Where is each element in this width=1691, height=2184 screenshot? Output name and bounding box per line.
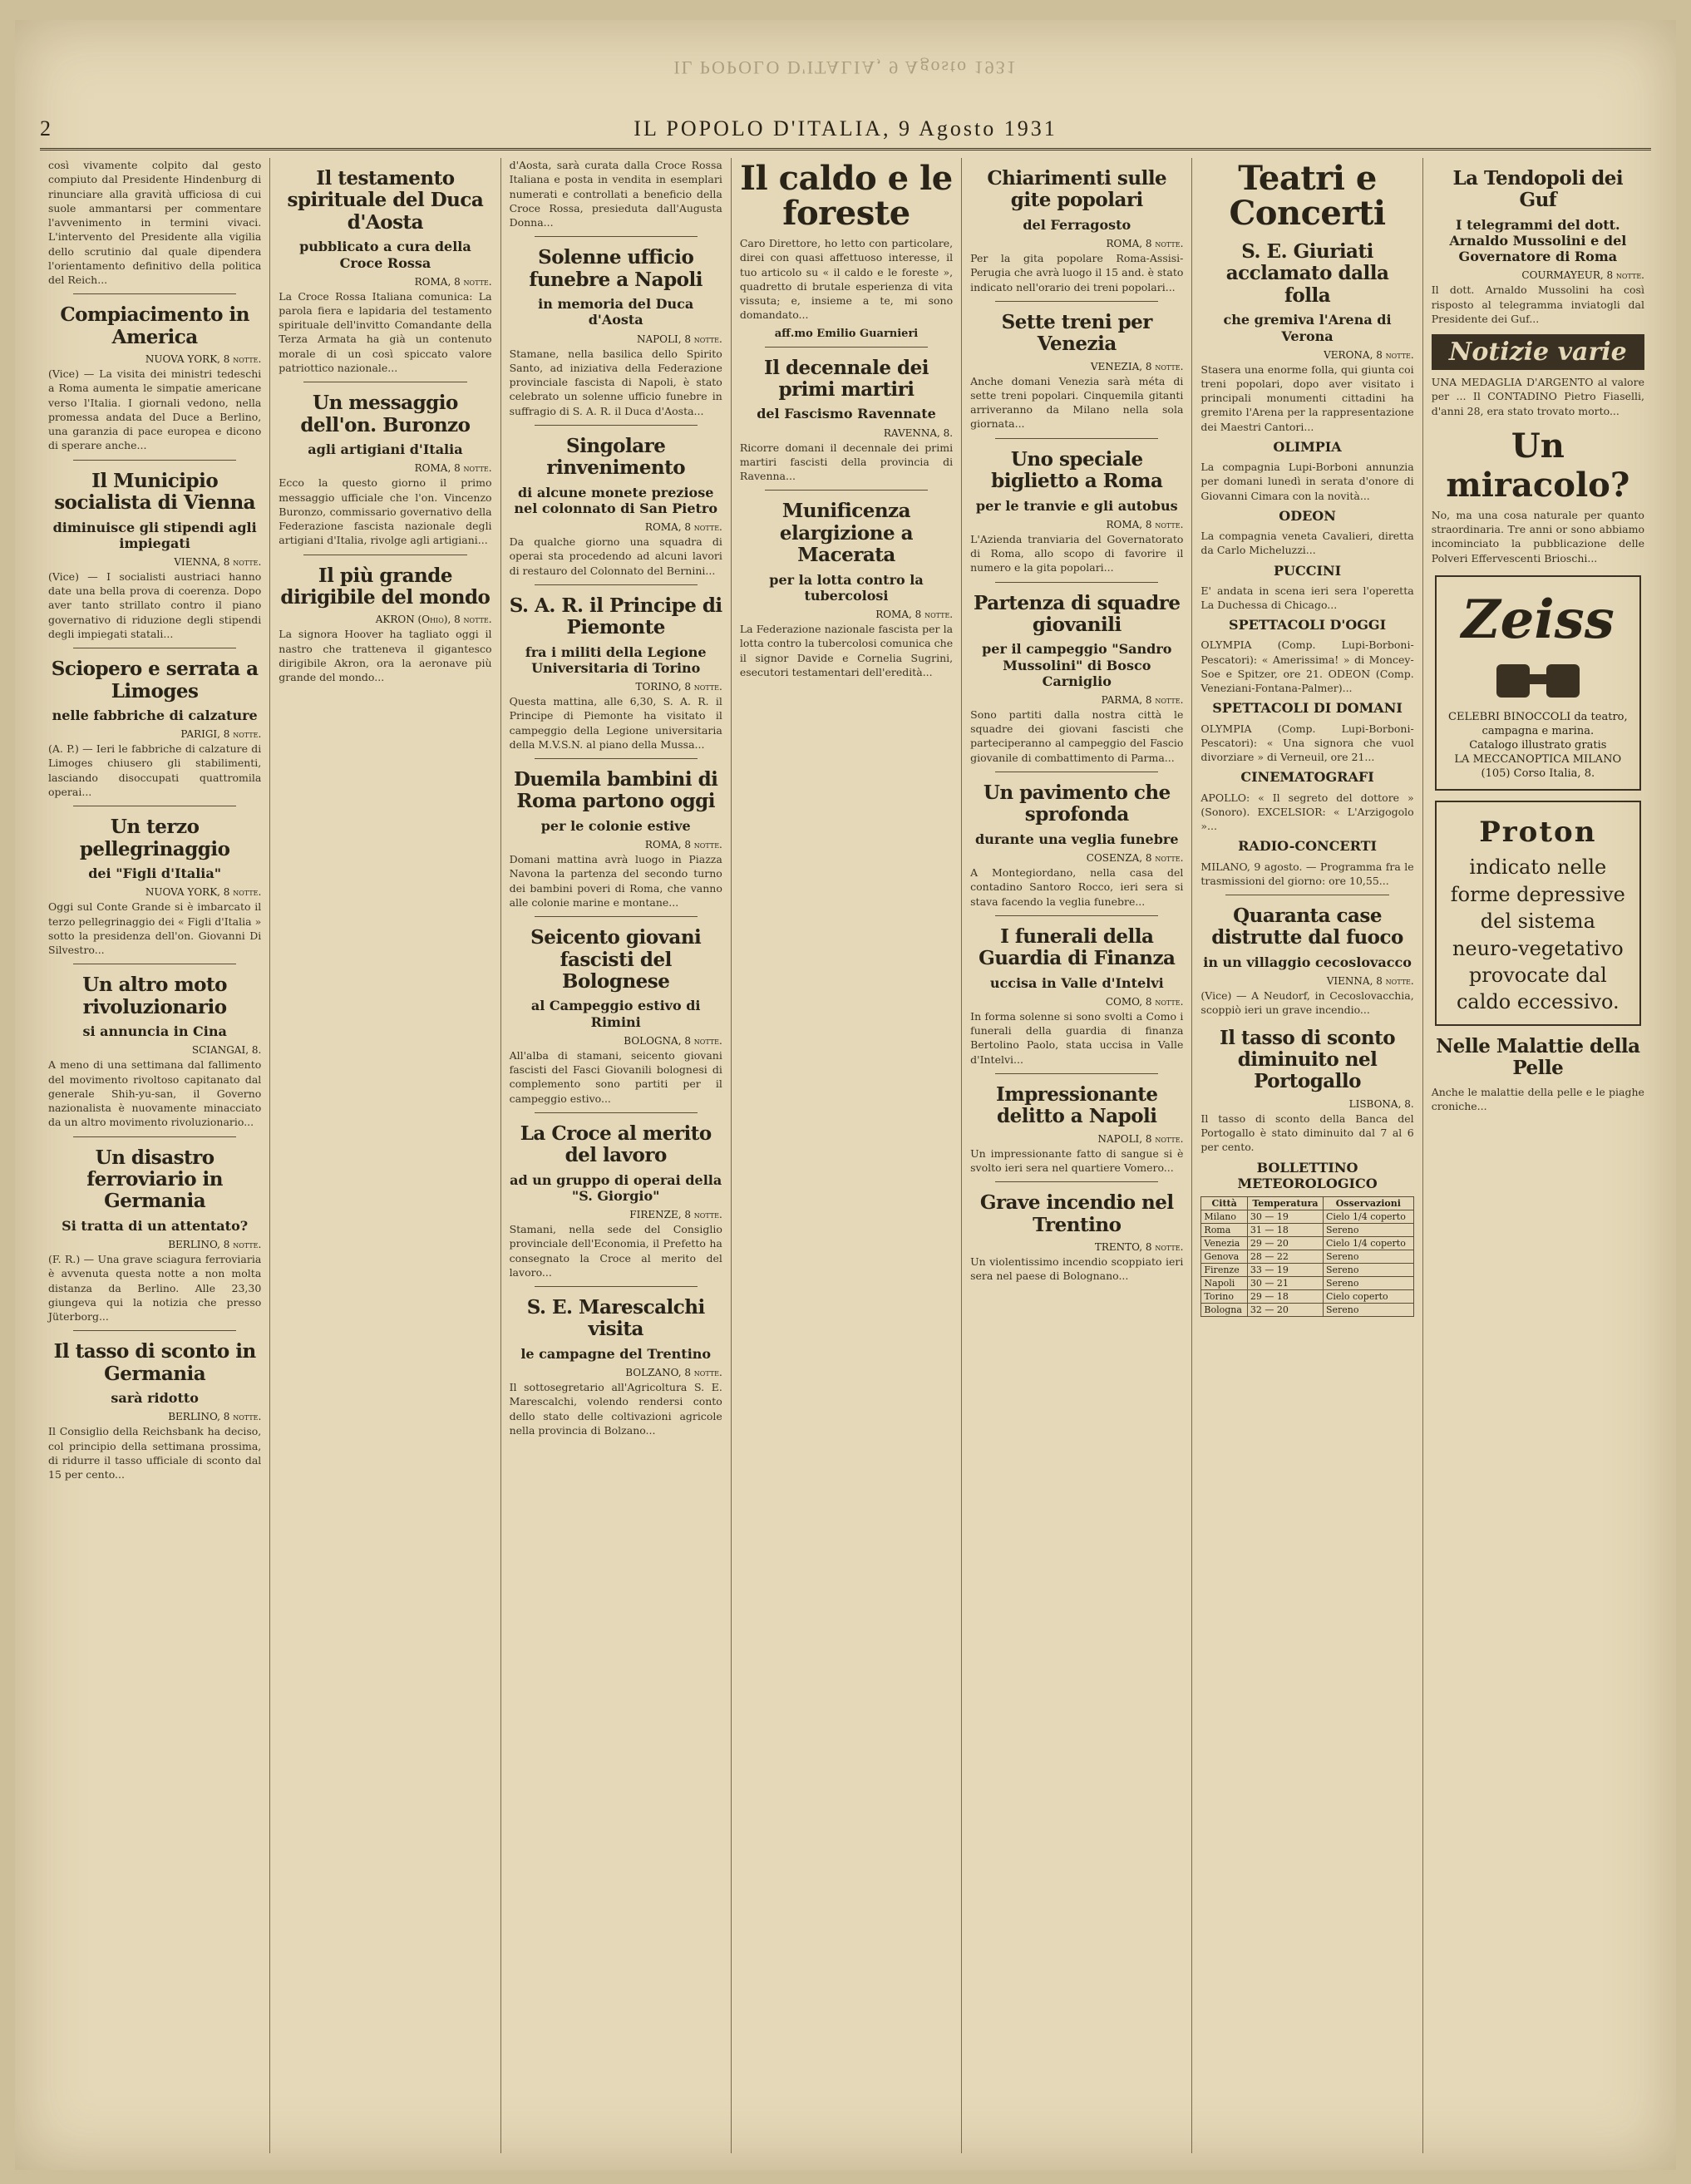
- article-dateline: COURMAYEUR, 8 notte.: [1521, 269, 1644, 282]
- article-title: Il testamento spirituale del Duca d'Aosta: [287, 167, 484, 234]
- article-title: Il caldo e le foreste: [740, 159, 953, 233]
- listing-header: SPETTACOLI D'OGGI: [1229, 617, 1387, 634]
- article-dateline: COSENZA, 8 notte.: [1086, 852, 1184, 864]
- article-body: APOLLO: « Il segreto del dottore » (Sonoro). EXCELSIOR: « L'Arzigogolo »...: [1200, 791, 1414, 833]
- article-body: A Montegiordano, nella casa del contadino Santoro Rocco, ieri sera si stava facendo la veglia funebre...: [970, 866, 1184, 908]
- article-dateline: ROMA, 8 notte.: [414, 275, 492, 288]
- article-dateline: NUOVA YORK, 8 notte.: [145, 886, 262, 899]
- article-title: Il tasso di sconto in Germania: [53, 1340, 256, 1385]
- article-body: Domani mattina avrà luogo in Piazza Navona la partenza del secondo turno dei bambini poveri di Roma, che vanno alle colonie marine e montane...: [509, 853, 722, 909]
- article-body: (Vice) — La visita dei ministri tedeschi a Roma aumenta le simpatie americane verso l'Italia. I giornali vedono, nella promessa andata del Duce a Berlino, una garanzia di pace europea e dicono di sperare anche...: [48, 367, 262, 452]
- article-body: L'Azienda tranviaria del Governatorato di Roma, allo scopo di favorire il numero e la gita popolari...: [970, 532, 1184, 574]
- article-dateline: VENEZIA, 8 notte.: [1090, 360, 1184, 372]
- article-body: Oggi sul Conte Grande si è imbarcato il terzo pellegrinaggio dei « Figli d'Italia » sotto la presidenza dell'on. Giovanni Di Silvestro...: [48, 900, 262, 956]
- article-body: Da qualche giorno una squadra di operai sta procedendo ad alcuni lavori di restauro del Colonnato del Bernini...: [509, 535, 722, 577]
- divider: [535, 584, 698, 585]
- divider: [73, 1330, 236, 1331]
- meteo-city: Napoli: [1201, 1277, 1247, 1290]
- notizie-varie-banner: Notizie varie: [1432, 334, 1644, 370]
- listing-header: SPETTACOLI DI DOMANI: [1212, 700, 1403, 717]
- article-title: Partenza di squadre giovanili: [974, 591, 1181, 636]
- divider: [765, 490, 928, 491]
- article-title: Quaranta case distrutte dal fuoco: [1211, 905, 1403, 949]
- divider: [535, 425, 698, 426]
- article-body: In forma solenne si sono svolti a Como i funerali della guardia di finanza Bertolino Paolo, stata uccisa in Valle d'Intelvi...: [970, 1009, 1184, 1066]
- column-4: [732, 158, 962, 2153]
- article-subtitle: di alcune monete preziose nel colonnato di San Pietro: [514, 484, 718, 516]
- article-title: Impressionante delitto a Napoli: [996, 1082, 1158, 1128]
- article-subtitle: del Fascismo Ravennate: [757, 406, 936, 422]
- divider: [995, 915, 1158, 916]
- article-title: Sette treni per Venezia: [1001, 310, 1152, 356]
- article-body: MILANO, 9 agosto. — Programma fra le trasmissioni del giorno: ore 10,55...: [1200, 860, 1414, 887]
- divider: [535, 1112, 698, 1113]
- proton-ad: [1435, 801, 1641, 1025]
- meteo-notes: Cielo coperto: [1323, 1290, 1413, 1304]
- article-dateline: ROMA, 8 notte.: [414, 462, 492, 475]
- article-subtitle: nelle fabbriche di calzature: [52, 707, 258, 723]
- article-title: Grave incendio nel Trentino: [979, 1191, 1174, 1236]
- article-title: Il più grande dirigibile del mondo: [280, 564, 491, 609]
- article-dateline: PARIGI, 8 notte.: [180, 728, 262, 741]
- meteo-header: Città: [1201, 1197, 1247, 1210]
- meteo-city: Roma: [1201, 1224, 1247, 1237]
- article-title: La Croce al merito del lavoro: [520, 1122, 712, 1167]
- meteo-notes: Sereno: [1323, 1277, 1413, 1290]
- article-body: Sono partiti dalla nostra città le squadre dei giovani fascisti che parteciperanno al campeggio del Fascio giovanile di combattimento di Parma...: [970, 707, 1184, 764]
- listing-header: CINEMATOGRAFI: [1240, 769, 1374, 786]
- newspaper-page: [15, 20, 1676, 2170]
- table-row: [1201, 1237, 1413, 1250]
- zeiss-ad: [1435, 575, 1641, 791]
- divider: [995, 438, 1158, 439]
- article-title: Compiacimento in America: [60, 303, 249, 348]
- table-row: [1201, 1277, 1413, 1290]
- article-subtitle: ad un gruppo di operai della "S. Giorgio": [510, 1171, 722, 1204]
- article-dateline: ROMA, 8 notte.: [1106, 518, 1184, 530]
- article-title: Un altro moto rivoluzionario: [82, 974, 227, 1018]
- meteo-city: Bologna: [1201, 1304, 1247, 1317]
- meteo-notes: Cielo 1/4 coperto: [1323, 1210, 1413, 1224]
- divider: [535, 1286, 698, 1287]
- divider: [995, 301, 1158, 302]
- article-body: Caro Direttore, ho letto con particolare, direi con quasi affettuoso interesse, il tuo articolo su « il caldo e le foreste », quadretto di brutale esperienza di vita vissuta; e, insieme a te, mi sono domandato...: [739, 237, 954, 322]
- table-row: [1201, 1304, 1413, 1317]
- article-body: Per la gita popolare Roma-Assisi-Perugia che avrà luogo il 15 and. è stato indicato nell'orario dei treni popolari...: [970, 252, 1184, 293]
- article-body: Un impressionante fatto di sangue si è svolto ieri sera nel quartiere Vomero...: [970, 1146, 1184, 1174]
- article-title: I funerali della Guardia di Finanza: [979, 924, 1176, 970]
- article-subtitle: uccisa in Valle d'Intelvi: [989, 974, 1164, 991]
- article-dateline: VIENNA, 8 notte.: [1326, 975, 1414, 988]
- article-subtitle: per il campeggio "Sandro Mussolini" di Bosco Carniglio: [982, 641, 1172, 689]
- article-dateline: TORINO, 8 notte.: [635, 681, 722, 693]
- article-body: d'Aosta, sarà curata dalla Croce Rossa Italiana e posta in vendita in esemplari numerati e controllati a beneficio della Croce Rossa, presieduta dall'Augusta Donna...: [509, 159, 722, 229]
- meteo-title: BOLLETTINO METEOROLOGICO: [1237, 1159, 1378, 1191]
- article-body: Questa mattina, alle 6,30, S. A. R. il Principe di Piemonte ha visitato il campeggio della Legione universitaria della M.V.S.N. al piano della Mussa...: [509, 695, 722, 751]
- article-subtitle: per le colonie estive: [540, 817, 691, 834]
- article-subtitle: del Ferragosto: [1023, 216, 1131, 233]
- article-subtitle: I telegrammi del dott. Arnaldo Mussolini e del Governatore di Roma: [1449, 216, 1627, 265]
- article-subtitle: al Campeggio estivo di Rimini: [530, 998, 701, 1030]
- meteo-notes: Sereno: [1323, 1224, 1413, 1237]
- article-dateline: AKRON (Ohio), 8 notte.: [375, 614, 492, 626]
- article-dateline: NAPOLI, 8 notte.: [636, 333, 722, 345]
- binoculars-icon: [1488, 656, 1588, 706]
- theatre-name: ODEON: [1279, 507, 1336, 524]
- column-3: [501, 158, 732, 2153]
- article-subtitle: durante una veglia funebre: [975, 831, 1179, 847]
- article-body: Stamani, nella sede del Consiglio provinciale dell'Economia, il Prefetto ha consegnato la Croce al merito del lavoro...: [509, 1223, 722, 1279]
- article-body: La Croce Rossa Italiana comunica: La parola fiera e lapidaria del testamento spirituale dell'invitto Comandante della Terza Armata ha già un contenuto morale di un così spiccato valore patriottico nazionale...: [279, 289, 492, 374]
- article-title: Uno speciale biglietto a Roma: [991, 447, 1163, 493]
- meteo-temp: 29 — 20: [1247, 1237, 1323, 1250]
- article-body: Un violentissimo incendio scoppiato ieri sera nel paese di Bolognano...: [970, 1255, 1184, 1283]
- column-5: [962, 158, 1192, 2153]
- divider: [73, 1136, 236, 1137]
- zeiss-price-note: Catalogo illustrato gratis: [1469, 738, 1607, 752]
- table-row: [1201, 1290, 1413, 1304]
- article-dateline: LISBONA, 8.: [1348, 1097, 1414, 1110]
- bleed-through-text: IL POPOLO D'ITALIA, 9 Agosto 1931: [673, 57, 1018, 78]
- article-body: Ricorre domani il decennale dei primi martiri fascisti della provincia di Ravenna...: [739, 441, 954, 483]
- article-body: Il sottosegretario all'Agricoltura S. E. Marescalchi, volendo rendersi conto dello stato delle coltivazioni agricole nella provincia di Bolzano...: [509, 1381, 722, 1437]
- column-1: [40, 158, 270, 2153]
- table-row: [1201, 1264, 1413, 1277]
- page-number: 2: [40, 116, 51, 141]
- article-title: Seicento giovani fascisti del Bolognese: [530, 926, 702, 993]
- article-body: (Vice) — I socialisti austriaci hanno date una bella prova di coerenza. Dopo aver tanto strillato contro il piano governativo di riduzione degli stipendi degli impiegati statali...: [48, 569, 262, 640]
- meteo-temp: 30 — 19: [1247, 1210, 1323, 1224]
- table-row: [1201, 1224, 1413, 1237]
- divider: [73, 460, 236, 461]
- zeiss-logo: Zeiss: [1461, 588, 1615, 651]
- article-body: (A. P.) — Ieri le fabbriche di calzature di Limoges chiusero gli stabilimenti, lasciando disoccupati quattromila operai...: [48, 742, 262, 798]
- article-body: Il Consiglio della Reichsbank ha deciso, col principio della settimana prossima, di ridurre il tasso ufficiale di sconto dal 15 per cento...: [48, 1425, 262, 1481]
- article-title: La Tendopoli dei Guf: [1452, 167, 1624, 212]
- article-subtitle: in memoria del Duca d'Aosta: [538, 296, 694, 328]
- article-title: Il Municipio socialista di Vienna: [54, 469, 256, 515]
- zeiss-tagline: CELEBRI BINOCCOLI da teatro, campagna e marina.: [1448, 710, 1628, 737]
- meteo-temp: 30 — 21: [1247, 1277, 1323, 1290]
- divider: [765, 347, 928, 348]
- section-title: Teatri e Concerti: [1229, 159, 1386, 233]
- meteo-table: [1200, 1196, 1413, 1317]
- article-dateline: COMO, 8 notte.: [1105, 995, 1184, 1008]
- divider: [535, 916, 698, 917]
- page-masthead: [40, 111, 1651, 150]
- ad-body: No, ma una cosa naturale per quanto straordinaria. Tre anni or sono abbiamo incominciato la pubblicazione delle Polveri Effervescenti Brioschi...: [1431, 508, 1644, 564]
- article-title: Chiarimenti sulle gite popolari: [987, 167, 1167, 212]
- divider: [995, 582, 1158, 583]
- article-dateline: BERLINO, 8 notte.: [168, 1239, 262, 1251]
- meteo-notes: Sereno: [1323, 1304, 1413, 1317]
- article-subtitle: che gremiva l'Arena di Verona: [1223, 312, 1392, 344]
- table-row: [1201, 1210, 1413, 1224]
- article-title: Duemila bambini di Roma partono oggi: [513, 768, 718, 813]
- article-body: Ecco la questo giorno il primo messaggio ufficiale che l'on. Vincenzo Buronzo, commissario governativo della Federazione fascista nazionale degli artigiani d'Italia, rivolge agli artigiani...: [279, 476, 492, 547]
- article-title: S. E. Marescalchi visita: [526, 1296, 705, 1341]
- article-subtitle: per la lotta contro la tubercolosi: [769, 571, 924, 604]
- meteo-city: Milano: [1201, 1210, 1247, 1224]
- article-dateline: FIRENZE, 8 notte.: [629, 1209, 722, 1220]
- meteo-city: Genova: [1201, 1250, 1247, 1264]
- article-title: Il decennale dei primi martiri: [763, 356, 929, 401]
- article-dateline: BOLZANO, 8 notte.: [625, 1367, 722, 1379]
- meteo-temp: 31 — 18: [1247, 1224, 1323, 1237]
- article-body: E' andata in scena ieri sera l'operetta La Duchessa di Chicago...: [1200, 584, 1414, 611]
- article-subtitle: per le tranvie e gli autobus: [975, 497, 1178, 514]
- theatre-name: OLIMPIA: [1273, 438, 1342, 455]
- meteo-temp: 29 — 18: [1247, 1290, 1323, 1304]
- article-dateline: ROMA, 8 notte.: [875, 609, 954, 620]
- meteo-city: Venezia: [1201, 1237, 1247, 1250]
- article-title: S. E. Giuriati acclamato dalla folla: [1225, 240, 1389, 307]
- zeiss-shop: LA MECCANOPTICA MILANO (105) Corso Italia, 8.: [1454, 752, 1622, 780]
- article-dateline: BERLINO, 8 notte.: [168, 1411, 262, 1423]
- article-title: Munificenza elargizione a Macerata: [779, 500, 914, 567]
- column-2: [270, 158, 500, 2153]
- divider: [535, 758, 698, 759]
- listing-header: RADIO-CONCERTI: [1238, 838, 1377, 855]
- article-dateline: VERONA, 8 notte.: [1324, 348, 1414, 361]
- article-signature: aff.mo Emilio Guarnieri: [774, 327, 919, 340]
- article-subtitle: le campagne del Trentino: [520, 1345, 712, 1362]
- article-body: La Federazione nazionale fascista per la lotta contro la tubercolosi comunica che il signor Davide e Cornelia Sugrini, esecutori testamentari dell'eredità...: [739, 623, 954, 678]
- article-body: UNA MEDAGLIA D'ARGENTO al valore per ... Il CONTADINO Pietro Fiaselli, d'anni 28, era stato trovato morto...: [1431, 376, 1644, 417]
- article-title: Singolare rinvenimento: [546, 434, 686, 480]
- article-subtitle: fra i militi della Legione Universitaria di Torino: [525, 643, 707, 676]
- article-subtitle: si annuncia in Cina: [82, 1023, 227, 1040]
- article-subtitle: Si tratta di un attentato?: [62, 1217, 249, 1234]
- article-body: OLYMPIA (Comp. Lupi-Borboni-Pescatori): « Amerissima! » di Moncey-Soe e Spitzer, ore 21. ODEON (Comp. Veneziani-Fontana-Palmer)...: [1200, 638, 1414, 695]
- article-body: Il tasso di sconto della Banca del Portogallo è stato diminuito dal 7 al 6 per cento.: [1200, 1112, 1414, 1154]
- article-title: Il tasso di sconto diminuito nel Portogallo: [1220, 1026, 1396, 1093]
- article-body: così vivamente colpito dal gesto compiuto dal Presidente Hindenburg di rinunciare alla gravità ufficiosa di cui suole ammantarsi per commentare l'avvenimento in termini vivaci. L'intervento del Presidente alla vigilia dello scrutinio dal quale dipendera l'orientamento definitivo della politica del Reich...: [48, 159, 262, 286]
- meteo-city: Firenze: [1201, 1264, 1247, 1277]
- article-body: Stasera una enorme folla, qui giunta coi treni popolari, dopo aver visitato i principali monumenti cittadini ha gremito l'Arena per la rappresentazione dei Maestri Cantori...: [1200, 362, 1414, 433]
- meteo-header: Temperatura: [1247, 1197, 1323, 1210]
- article-title: Un terzo pellegrinaggio: [79, 816, 230, 860]
- article-body: All'alba di stamani, seicento giovani fascisti del Fasci Giovanili bolognesi di complemento sono partiti per il campeggio estivo...: [509, 1048, 722, 1105]
- article-dateline: NUOVA YORK, 8 notte.: [145, 353, 262, 366]
- article-body: A meno di una settimana dal fallimento del movimento rivoltoso capitanato dal generale Shih-yu-san, il Governo nazionalista è nuovamente minacciato da un altro movimento rivoluzionario...: [48, 1058, 262, 1129]
- article-dateline: TRENTO, 8 notte.: [1094, 1241, 1184, 1254]
- divider: [995, 1181, 1158, 1182]
- article-dateline: RAVENNA, 8.: [883, 426, 954, 439]
- article-subtitle: dei "Figli d'Italia": [88, 865, 222, 882]
- article-title: Un disastro ferroviario in Germania: [86, 1146, 224, 1213]
- meteo-header: Osservazioni: [1323, 1197, 1413, 1210]
- article-body: Il dott. Arnaldo Mussolini ha così risposto al telegramma inviatogli dal Presidente dei Guf...: [1431, 283, 1644, 325]
- column-6: [1192, 158, 1422, 2153]
- article-dateline: PARMA, 8 notte.: [1101, 693, 1184, 706]
- meteo-temp: 28 — 22: [1247, 1250, 1323, 1264]
- proton-brand: Proton: [1479, 816, 1597, 850]
- theatre-name: PUCCINI: [1274, 562, 1342, 579]
- article-title: Un pavimento che sprofonda: [983, 781, 1171, 826]
- meteo-notes: Sereno: [1323, 1250, 1413, 1264]
- article-body: (F. R.) — Una grave sciagura ferroviaria è avvenuta questa notte a non molta distanza da Berlino. Alle 23,30 giungeva qui la notizia che presso Jüterborg...: [48, 1253, 262, 1324]
- article-dateline: NAPOLI, 8 notte.: [1097, 1132, 1184, 1145]
- article-dateline: SCIANGAI, 8.: [191, 1044, 262, 1057]
- meteo-city: Torino: [1201, 1290, 1247, 1304]
- article-title: Solenne ufficio funebre a Napoli: [529, 246, 703, 291]
- article-dateline: BOLOGNA, 8 notte.: [624, 1034, 722, 1047]
- article-dateline: ROMA, 8 notte.: [1106, 238, 1184, 250]
- article-title: S. A. R. il Principe di Piemonte: [509, 594, 722, 639]
- article-dateline: ROMA, 8 notte.: [644, 839, 722, 851]
- divider: [535, 236, 698, 237]
- article-title: Sciopero e serrata a Limoges: [51, 658, 259, 703]
- article-subtitle: pubblicato a cura della Croce Rossa: [299, 239, 471, 271]
- divider: [73, 293, 236, 294]
- article-title: Nelle Malattie della Pelle: [1436, 1034, 1640, 1080]
- table-row: [1201, 1250, 1413, 1264]
- columns: [40, 158, 1653, 2153]
- article-subtitle: diminuisce gli stipendi agli impiegati: [52, 519, 257, 551]
- meteo-temp: 32 — 20: [1247, 1304, 1323, 1317]
- column-7: [1423, 158, 1653, 2153]
- meteo-notes: Cielo 1/4 coperto: [1323, 1237, 1413, 1250]
- article-body: Stamane, nella basilica dello Spirito Santo, ad iniziativa della Federazione provinciale fascista di Napoli, è stato celebrato un solenne ufficio funebre in suffragio di S. A. R. il Duca d'Aosta...: [509, 347, 722, 417]
- ad-headline: Un miracolo?: [1446, 426, 1630, 505]
- meteo-temp: 33 — 19: [1247, 1264, 1323, 1277]
- article-dateline: VIENNA, 8 notte.: [174, 555, 262, 568]
- article-body: OLYMPIA (Comp. Lupi-Borboni-Pescatori): « Una signora che vuol divorziare » di Verneuil, ore 21...: [1200, 722, 1414, 764]
- article-subtitle: in un villaggio cecoslovacco: [1203, 954, 1412, 970]
- newspaper-title: IL POPOLO D'ITALIA, 9 Agosto 1931: [634, 116, 1057, 141]
- article-body: La signora Hoover ha tagliato oggi il nastro che tratteneva il gigantesco dirigibile Akron, ora la aeronave più grande del mondo...: [279, 628, 492, 684]
- article-body: La compagnia veneta Cavalieri, diretta da Carlo Micheluzzi...: [1200, 530, 1414, 557]
- article-body: La compagnia Lupi-Borboni annunzia per domani lunedì in serata d'onore di Giovanni Cimara con la novità...: [1200, 461, 1414, 502]
- article-body: Anche le malattie della pelle e le piaghe croniche...: [1431, 1085, 1644, 1112]
- proton-text: indicato nelle forme depressive del sistema neuro-vegetativo provocate dal caldo eccessivo.: [1450, 855, 1625, 1014]
- meteo-notes: Sereno: [1323, 1264, 1413, 1277]
- article-body: Anche domani Venezia sarà méta di sette treni popolari. Cinquemila gitanti arriveranno da Milano nella sola giornata...: [970, 374, 1184, 431]
- article-title: Un messaggio dell'on. Buronzo: [300, 392, 471, 436]
- article-dateline: ROMA, 8 notte.: [644, 521, 722, 533]
- article-body: (Vice) — A Neudorf, in Cecoslovacchia, scoppiò ieri un grave incendio...: [1200, 989, 1414, 1017]
- article-subtitle: agli artigiani d'Italia: [308, 441, 463, 458]
- article-subtitle: sarà ridotto: [111, 1390, 199, 1407]
- divider: [995, 1073, 1158, 1074]
